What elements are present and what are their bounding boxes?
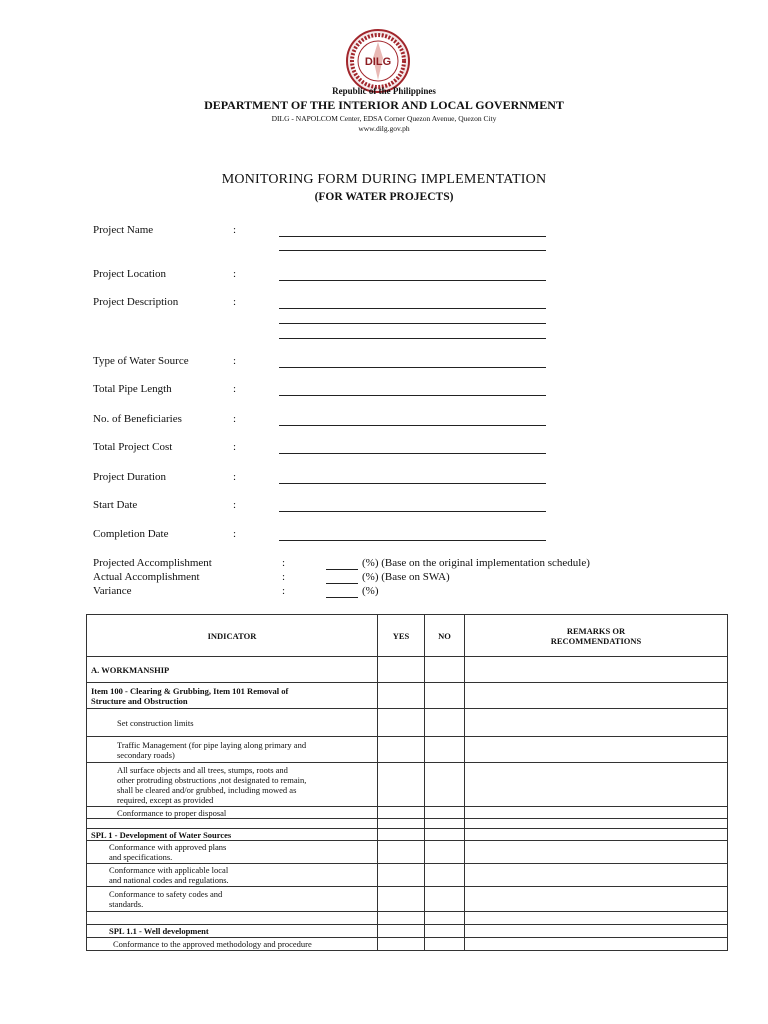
table-row bbox=[87, 657, 728, 683]
completion-date-input-line[interactable] bbox=[279, 540, 546, 541]
no-cell[interactable] bbox=[425, 819, 465, 829]
field-colon: : bbox=[233, 499, 237, 511]
item-line: Structure and Obstruction bbox=[91, 695, 188, 706]
item-line: and national codes and regulations. bbox=[109, 875, 229, 885]
actual-accomplishment-blank[interactable] bbox=[326, 583, 358, 584]
table-row bbox=[87, 912, 728, 925]
no-cell[interactable] bbox=[425, 938, 465, 951]
item-line: Item 100 - Clearing & Grubbing, Item 101 Removal of bbox=[91, 685, 289, 696]
actual-accomplishment-note: (%) (Base on SWA) bbox=[362, 571, 450, 583]
project-name-input-line[interactable] bbox=[279, 236, 546, 237]
no-cell[interactable] bbox=[425, 709, 465, 737]
field-colon: : bbox=[233, 528, 237, 540]
table-row bbox=[87, 737, 728, 763]
indicator-safety-codes bbox=[87, 887, 378, 912]
remarks-cell[interactable] bbox=[465, 841, 728, 864]
item-line: other protruding obstructions ,not designated to remain, bbox=[117, 774, 307, 785]
department-heading: DEPARTMENT OF THE INTERIOR AND LOCAL GOVERNMENT bbox=[204, 98, 564, 112]
field-label-project-cost: Total Project Cost bbox=[93, 441, 173, 453]
project-name-input-line[interactable] bbox=[279, 250, 546, 251]
yes-cell[interactable] bbox=[378, 763, 425, 807]
field-label-beneficiaries: No. of Beneficiaries bbox=[93, 413, 182, 425]
table-header-row bbox=[87, 615, 728, 657]
pipe-length-input-line[interactable] bbox=[279, 395, 546, 396]
header-yes: YES bbox=[378, 615, 425, 657]
item-line: All surface objects and all trees, stumps, roots and bbox=[117, 764, 288, 775]
remarks-cell[interactable] bbox=[465, 912, 728, 925]
table-row bbox=[87, 763, 728, 807]
yes-cell[interactable] bbox=[378, 887, 425, 912]
item-clearing-grubbing bbox=[87, 683, 378, 709]
republic-heading: Republic of the Philippines bbox=[332, 86, 436, 96]
table-row bbox=[87, 938, 728, 951]
indicator-set-limits: Set construction limits bbox=[87, 709, 378, 737]
remarks-cell[interactable] bbox=[465, 938, 728, 951]
start-date-input-line[interactable] bbox=[279, 511, 546, 512]
field-label-project-duration: Project Duration bbox=[93, 471, 167, 483]
item-line: and specifications. bbox=[109, 852, 173, 862]
projected-accomplishment-label: Projected Accomplishment bbox=[93, 557, 212, 569]
form-subtitle: (FOR WATER PROJECTS) bbox=[314, 191, 454, 203]
empty-cell bbox=[87, 819, 378, 829]
project-duration-input-line[interactable] bbox=[279, 483, 546, 484]
variance-label: Variance bbox=[93, 585, 132, 597]
no-cell[interactable] bbox=[425, 657, 465, 683]
field-label-start-date: Start Date bbox=[93, 499, 138, 511]
indicator-table bbox=[86, 614, 728, 951]
no-cell[interactable] bbox=[425, 925, 465, 938]
indicator-local-codes bbox=[87, 864, 378, 887]
header-no: NO bbox=[425, 615, 465, 657]
yes-cell[interactable] bbox=[378, 683, 425, 709]
form-title: MONITORING FORM DURING IMPLEMENTATION bbox=[221, 172, 547, 187]
table-row bbox=[87, 683, 728, 709]
no-cell[interactable] bbox=[425, 887, 465, 912]
projected-accomplishment-blank[interactable] bbox=[326, 569, 358, 570]
yes-cell[interactable] bbox=[378, 829, 425, 841]
item-line: standards. bbox=[109, 899, 144, 909]
field-colon: : bbox=[233, 224, 237, 236]
no-cell[interactable] bbox=[425, 807, 465, 819]
indicator-approved-plans bbox=[87, 841, 378, 864]
field-colon: : bbox=[282, 571, 286, 583]
section-water-sources: SPL 1 - Development of Water Sources bbox=[87, 829, 378, 841]
beneficiaries-input-line[interactable] bbox=[279, 425, 546, 426]
no-cell[interactable] bbox=[425, 829, 465, 841]
yes-cell[interactable] bbox=[378, 807, 425, 819]
yes-cell[interactable] bbox=[378, 657, 425, 683]
indicator-approved-methodology: Conformance to the approved methodology and procedure bbox=[87, 938, 378, 951]
table-row bbox=[87, 841, 728, 864]
empty-cell bbox=[87, 912, 378, 925]
field-label-project-name: Project Name bbox=[93, 224, 154, 236]
svg-text:DILG: DILG bbox=[364, 56, 392, 68]
yes-cell[interactable] bbox=[378, 925, 425, 938]
header-remarks bbox=[465, 615, 728, 657]
yes-cell[interactable] bbox=[378, 737, 425, 763]
table-row bbox=[87, 819, 728, 829]
table-row bbox=[87, 864, 728, 887]
table-row bbox=[87, 887, 728, 912]
table-row bbox=[87, 709, 728, 737]
remarks-cell[interactable] bbox=[465, 763, 728, 807]
remarks-cell[interactable] bbox=[465, 887, 728, 912]
project-description-input-line[interactable] bbox=[279, 308, 546, 309]
actual-accomplishment-label: Actual Accomplishment bbox=[93, 571, 200, 583]
no-cell[interactable] bbox=[425, 683, 465, 709]
no-cell[interactable] bbox=[425, 864, 465, 887]
item-line: shall be cleared and/or grubbed, including mowed as bbox=[117, 784, 297, 795]
project-description-input-line[interactable] bbox=[279, 323, 546, 324]
dilg-seal-logo bbox=[345, 28, 411, 94]
department-address: DILG - NAPOLCOM Center, EDSA Corner Quezon Avenue, Quezon City bbox=[271, 114, 497, 123]
field-colon: : bbox=[282, 585, 286, 597]
table-row bbox=[87, 807, 728, 819]
field-colon: : bbox=[233, 471, 237, 483]
yes-cell[interactable] bbox=[378, 709, 425, 737]
variance-blank[interactable] bbox=[326, 597, 358, 598]
item-line: Conformance to safety codes and bbox=[109, 889, 223, 899]
field-colon: : bbox=[233, 296, 237, 308]
project-description-input-line[interactable] bbox=[279, 338, 546, 339]
yes-cell[interactable] bbox=[378, 819, 425, 829]
field-colon: : bbox=[233, 268, 237, 280]
indicator-surface-objects bbox=[87, 763, 378, 807]
header-indicator: INDICATOR bbox=[87, 615, 378, 657]
remarks-cell[interactable] bbox=[465, 709, 728, 737]
remarks-cell[interactable] bbox=[465, 925, 728, 938]
field-colon: : bbox=[233, 441, 237, 453]
project-cost-input-line[interactable] bbox=[279, 453, 546, 454]
yes-cell[interactable] bbox=[378, 841, 425, 864]
field-label-pipe-length: Total Pipe Length bbox=[93, 383, 172, 395]
yes-cell[interactable] bbox=[378, 912, 425, 925]
water-source-input-line[interactable] bbox=[279, 367, 546, 368]
header-remarks-line1: REMARKS OR bbox=[566, 625, 626, 636]
field-colon: : bbox=[233, 413, 237, 425]
field-colon: : bbox=[233, 383, 237, 395]
remarks-cell[interactable] bbox=[465, 657, 728, 683]
field-colon: : bbox=[282, 557, 286, 569]
item-line: required, except as provided bbox=[117, 794, 214, 805]
section-workmanship: A. WORKMANSHIP bbox=[87, 657, 378, 683]
item-line: secondary roads) bbox=[117, 749, 175, 760]
indicator-traffic-management bbox=[87, 737, 378, 763]
yes-cell[interactable] bbox=[378, 864, 425, 887]
remarks-cell[interactable] bbox=[465, 864, 728, 887]
table-row bbox=[87, 925, 728, 938]
item-line: Conformance with applicable local bbox=[109, 865, 229, 875]
department-website: www.dilg.gov.ph bbox=[358, 124, 410, 133]
yes-cell[interactable] bbox=[378, 938, 425, 951]
no-cell[interactable] bbox=[425, 737, 465, 763]
no-cell[interactable] bbox=[425, 841, 465, 864]
remarks-cell[interactable] bbox=[465, 737, 728, 763]
item-line: Traffic Management (for pipe laying along primary and bbox=[117, 739, 307, 750]
remarks-cell[interactable] bbox=[465, 807, 728, 819]
indicator-proper-disposal: Conformance to proper disposal bbox=[87, 807, 378, 819]
table-row bbox=[87, 829, 728, 841]
no-cell[interactable] bbox=[425, 763, 465, 807]
field-colon: : bbox=[233, 355, 237, 367]
section-well-development: SPL 1.1 - Well development bbox=[87, 925, 378, 938]
field-label-completion-date: Completion Date bbox=[93, 528, 169, 540]
field-label-project-description: Project Description bbox=[93, 296, 179, 308]
field-label-project-location: Project Location bbox=[93, 268, 167, 280]
variance-note: (%) bbox=[362, 585, 379, 597]
header-remarks-line2: RECOMMENDATIONS bbox=[550, 635, 642, 646]
item-line: Conformance with approved plans bbox=[109, 842, 227, 852]
no-cell[interactable] bbox=[425, 912, 465, 925]
field-label-water-source: Type of Water Source bbox=[93, 355, 189, 367]
remarks-cell[interactable] bbox=[465, 829, 728, 841]
remarks-cell[interactable] bbox=[465, 819, 728, 829]
projected-accomplishment-note: (%) (Base on the original implementation schedule) bbox=[362, 557, 590, 569]
remarks-cell[interactable] bbox=[465, 683, 728, 709]
project-location-input-line[interactable] bbox=[279, 280, 546, 281]
